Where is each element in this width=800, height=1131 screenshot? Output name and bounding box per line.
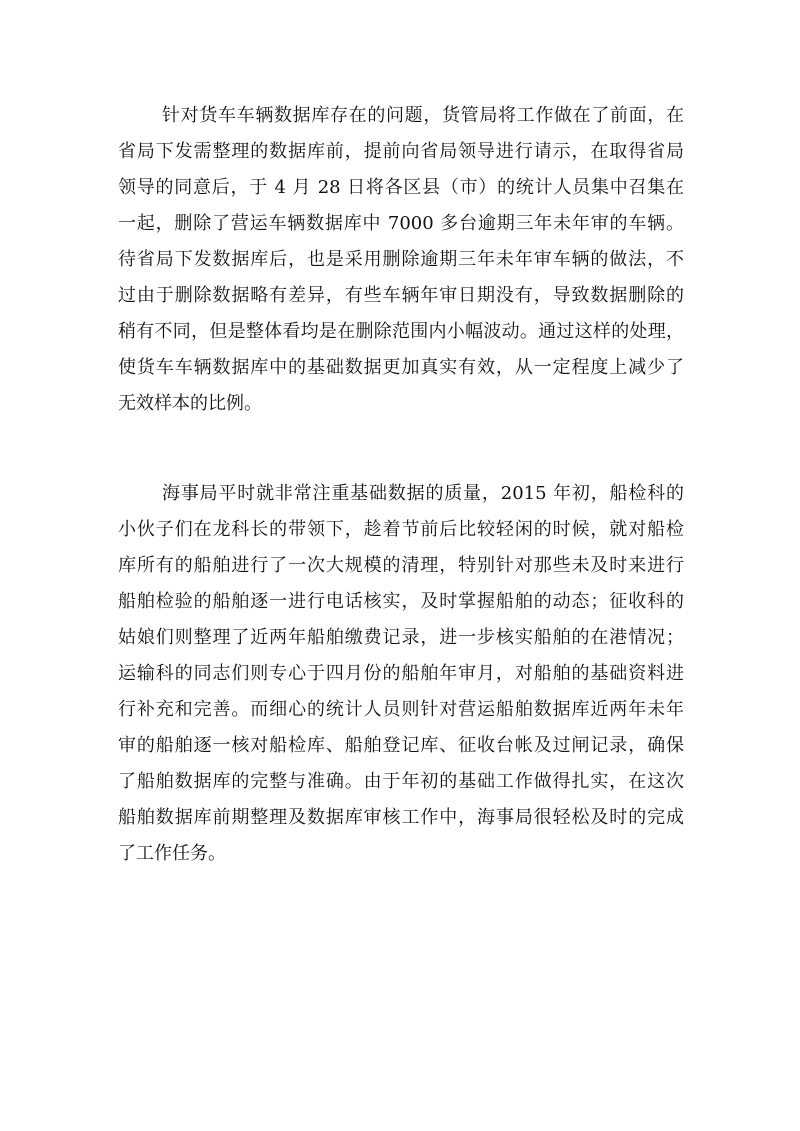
paragraph-line: 了工作任务。 [118,843,226,864]
paragraph-line: 使货车车辆数据库中的基础数据更加真实有效，从一定程度上减少了 [118,357,684,378]
paragraph-line: 过由于删除数据略有差异，有些车辆年审日期没有，导致数据删除的 [118,285,684,306]
paragraph-line: 待省局下发数据库后，也是采用删除逾期三年未年审车辆的做法，不 [118,249,684,270]
paragraph-line: 海事局平时就非常注重基础数据的质量，2015 年初，船检科的 [162,483,684,504]
paragraph-line: 审的船舶逐一核对船检库、船舶登记库、征收台帐及过闸记录，确保 [118,735,684,756]
paragraph-line: 行补充和完善。而细心的统计人员则针对营运船舶数据库近两年未年 [118,699,684,720]
paragraph-line: 库所有的船舶进行了一次大规模的清理，特别针对那些未及时来进行 [118,555,684,576]
paragraph-line: 船舶数据库前期整理及数据库审核工作中，海事局很轻松及时的完成 [118,807,684,828]
paragraph-line: 稍有不同，但是整体看均是在删除范围内小幅波动。通过这样的处理， [118,321,684,342]
paragraph-line: 小伙子们在龙科长的带领下，趁着节前后比较轻闲的时候，就对船检 [118,519,684,540]
paragraph-line: 领导的同意后，于 4 月 28 日将各区县（市）的统计人员集中召集在 [118,177,684,198]
paragraph-line: 运输科的同志们则专心于四月份的船舶年审月，对船舶的基础资料进 [118,663,684,684]
paragraph-line: 省局下发需整理的数据库前，提前向省局领导进行请示，在取得省局 [118,141,684,162]
paragraph-line: 无效样本的比例。 [118,393,262,414]
paragraph-line: 船舶检验的船舶逐一进行电话核实，及时掌握船舶的动态；征收科的 [118,591,684,612]
paragraph-freight-database [118,98,684,422]
paragraph-line: 一起，删除了营运车辆数据库中 7000 多台逾期三年未年审的车辆。 [118,213,684,234]
paragraph-line: 针对货车车辆数据库存在的问题，货管局将工作做在了前面，在 [162,105,684,126]
paragraph-maritime-bureau [118,476,684,872]
paragraph-line: 了船舶数据库的完整与准确。由于年初的基础工作做得扎实，在这次 [118,771,684,792]
paragraph-line: 姑娘们则整理了近两年船舶缴费记录，进一步核实船舶的在港情况； [118,627,684,648]
